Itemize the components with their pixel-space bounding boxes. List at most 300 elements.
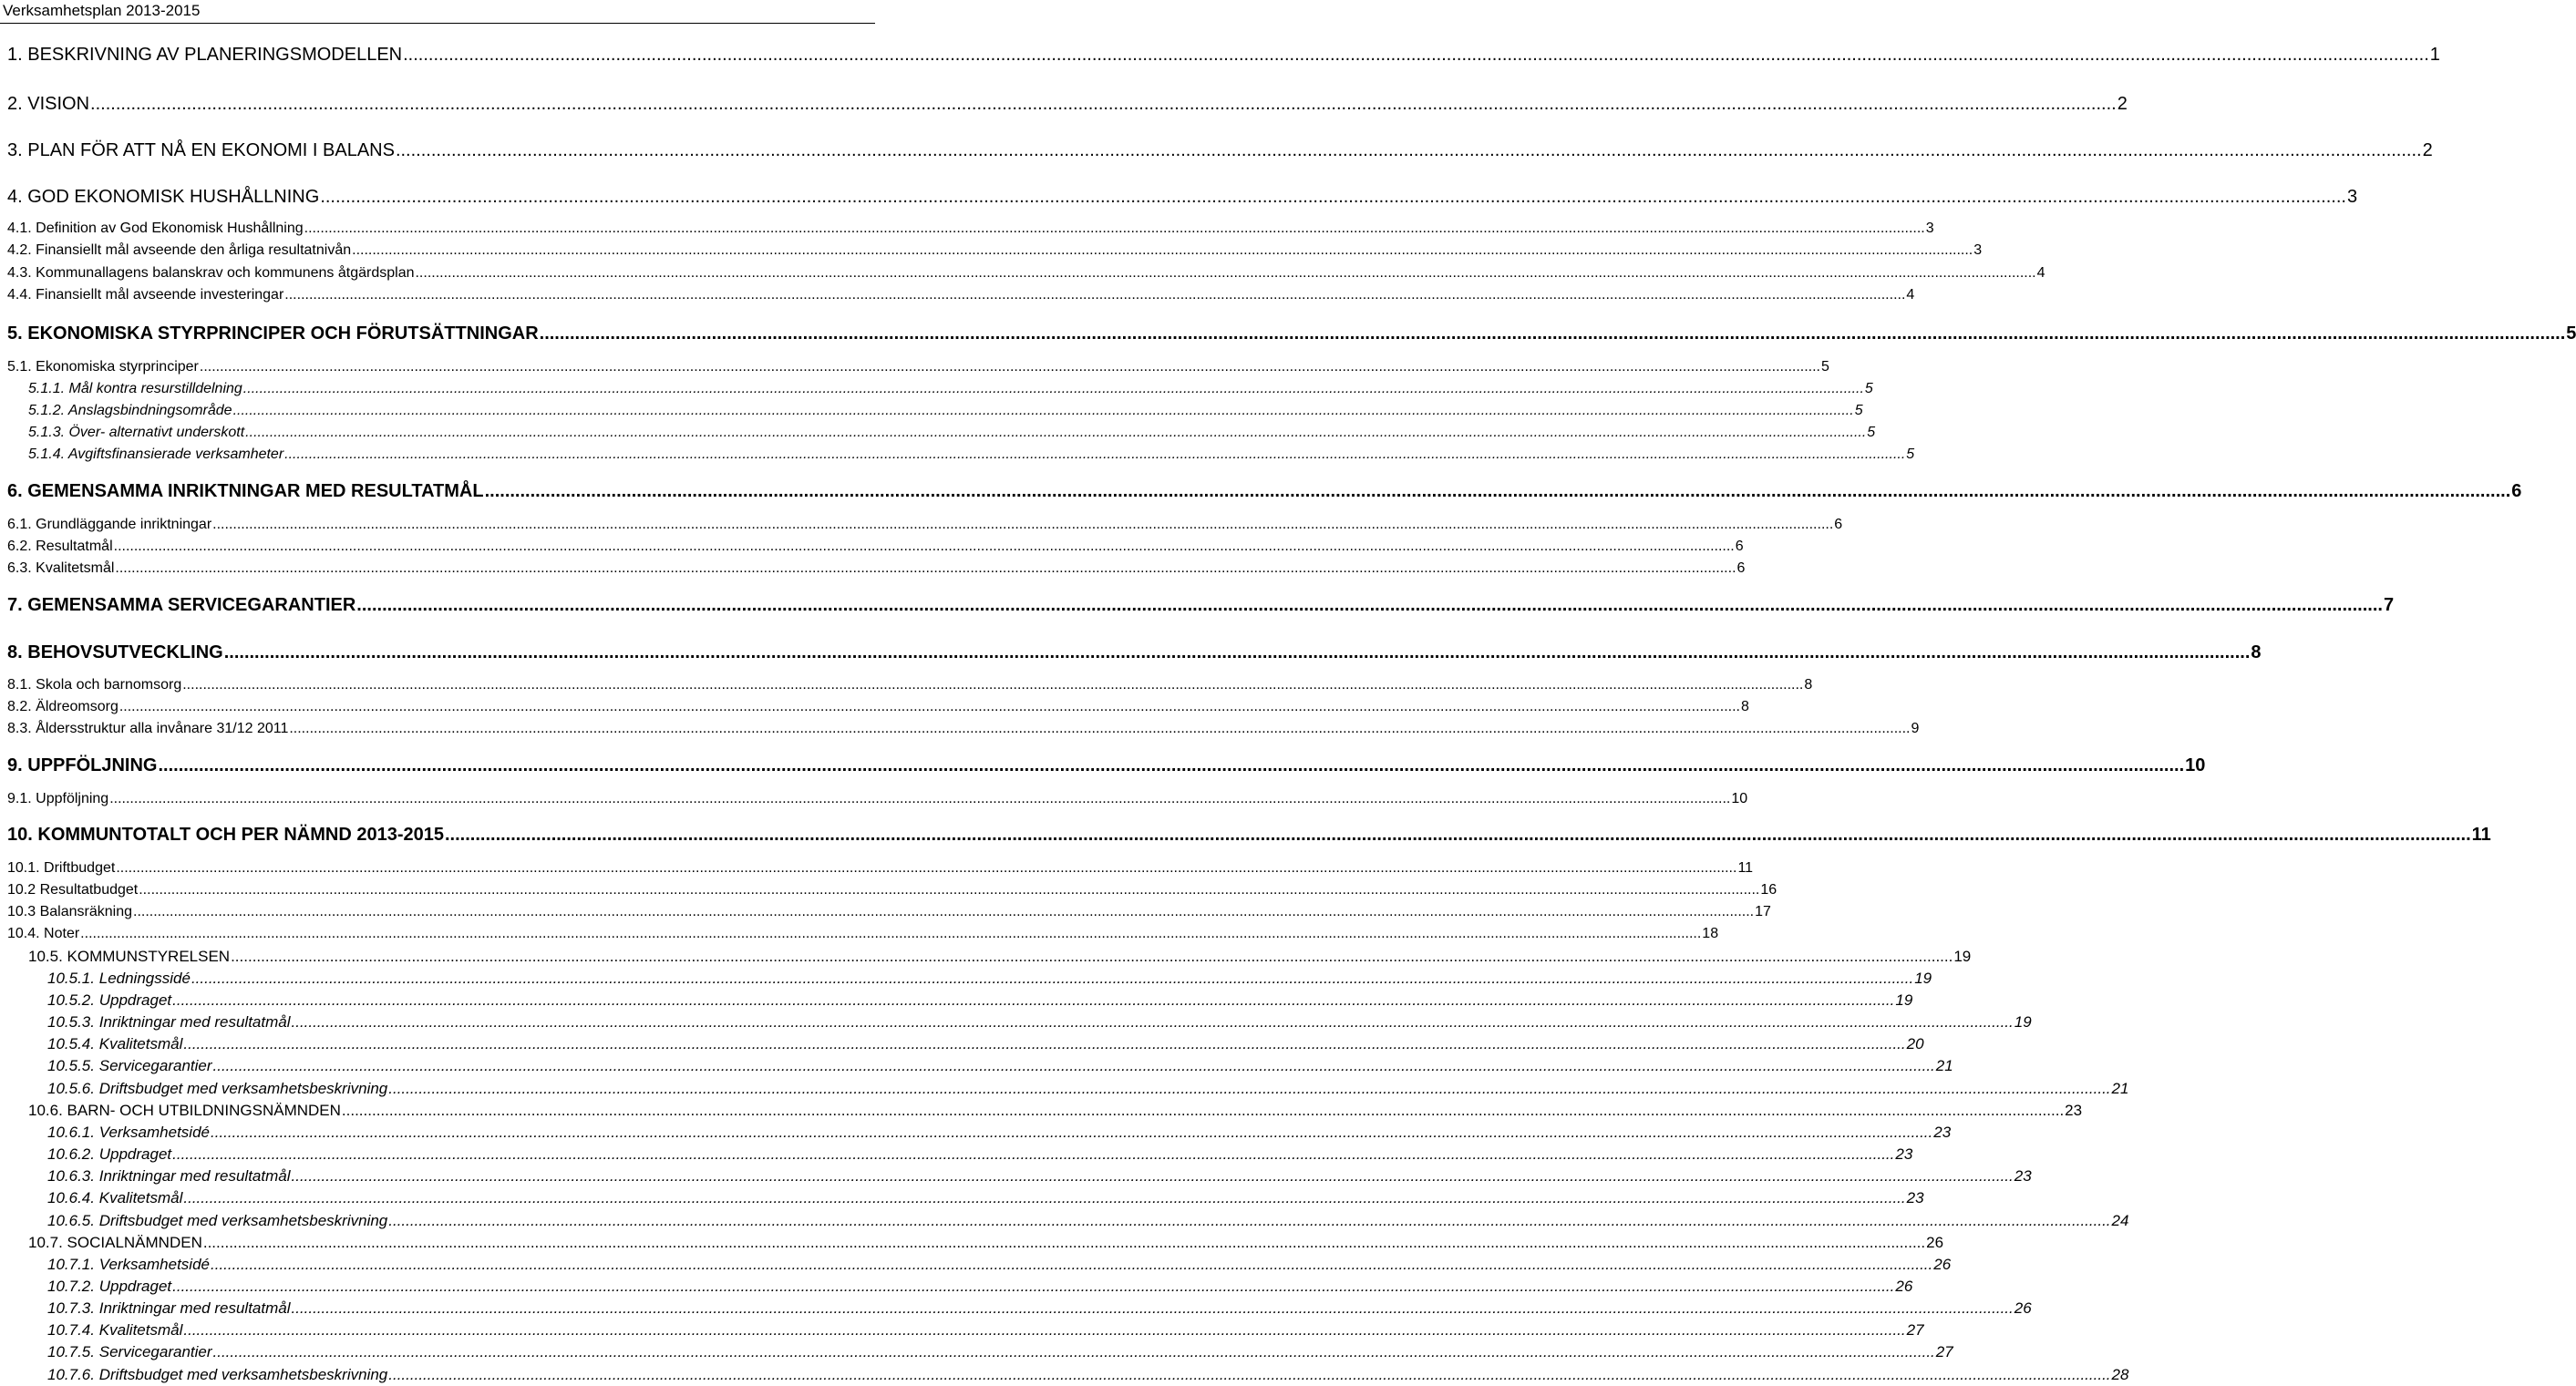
toc-entry-label <box>28 948 230 966</box>
toc-entry-label <box>7 825 444 846</box>
toc-entry-title: VISION <box>27 94 90 114</box>
toc-page-number: 27 <box>1935 1343 1953 1360</box>
toc-dot-leader: ................................................................................................................................................................................................................................................................................................................................................................................................................ <box>304 221 1925 236</box>
toc-dot-leader: ................................................................................................................................................................................................................................................................................................................................................................................................................ <box>133 904 1755 919</box>
toc-page-number: 23 <box>2014 1167 2032 1185</box>
toc-entry-title: Verksamhetsidé <box>98 1256 210 1273</box>
toc-entry[interactable] <box>7 721 1920 737</box>
toc-entry-number: 10.7.3. <box>47 1299 95 1317</box>
toc-entry-label <box>7 560 114 577</box>
toc-page-number: 9 <box>1911 721 1920 736</box>
toc-entry[interactable] <box>47 1366 2129 1384</box>
toc-entry-title: Uppdraget <box>98 991 172 1009</box>
toc-dot-leader: ................................................................................................................................................................................................................................................................................................................................................................................................................ <box>320 187 2346 207</box>
toc-page-number: 16 <box>1760 882 1777 898</box>
toc-entry-title: Definition av God Ekonomisk Hushållning <box>36 221 304 236</box>
toc-page-number: 11 <box>1737 860 1754 876</box>
toc-entry-number: 5.1. <box>7 359 32 375</box>
toc-entry-number: 6. <box>7 481 23 501</box>
toc-entry-title: Finansiellt mål avseende investeringar <box>36 287 284 303</box>
toc-entry[interactable] <box>7 45 2440 66</box>
toc-page-number: 19 <box>1914 970 1932 987</box>
toc-entry-title: Uppföljning <box>36 791 109 806</box>
toc-entry-number: 10.6.3. <box>47 1167 95 1185</box>
toc-entry-title: Servicegarantier <box>98 1343 212 1360</box>
toc-entry-number: 10. <box>7 825 33 845</box>
toc-page-number: 1 <box>2429 45 2440 65</box>
toc-entry-number: 4.1. <box>7 221 32 236</box>
toc-page-number: 3 <box>1925 221 1934 236</box>
toc-page-number: 6 <box>1735 539 1744 554</box>
toc-entry-number: 10.7.6. <box>47 1366 95 1383</box>
toc-dot-leader: ................................................................................................................................................................................................................................................................................................................................................................................................................ <box>212 517 1834 532</box>
toc-page-number: 27 <box>1906 1321 1924 1339</box>
toc-entry-title: Resultatbudget <box>39 882 139 898</box>
toc-entry-label <box>28 425 244 441</box>
toc-entry-number: 10.2 <box>7 882 36 898</box>
toc-dot-leader: ................................................................................................................................................................................................................................................................................................................................................................................................................ <box>90 94 2117 114</box>
toc-entry[interactable] <box>47 1035 1924 1053</box>
toc-entry-number: 10.1. <box>7 860 40 876</box>
toc-dot-leader: ................................................................................................................................................................................................................................................................................................................................................................................................................ <box>183 1035 1906 1052</box>
toc-entry[interactable] <box>47 991 1913 1010</box>
toc-entry-title: Grundläggande inriktningar <box>36 517 212 532</box>
toc-entry-label <box>47 1013 291 1032</box>
toc-entry-label <box>7 755 158 776</box>
toc-entry-label <box>7 721 288 737</box>
toc-entry-label <box>7 860 115 877</box>
toc-entry[interactable] <box>47 1299 2032 1318</box>
toc-entry-label <box>47 1256 210 1274</box>
toc-entry[interactable] <box>7 140 2433 161</box>
toc-entry-label <box>47 1299 291 1318</box>
toc-entry-number: 10.7.4. <box>47 1321 95 1339</box>
toc-entry-number: 10.6. <box>28 1102 63 1119</box>
toc-entry-title: Servicegarantier <box>98 1057 212 1074</box>
toc-page-number: 23 <box>1933 1124 1952 1141</box>
toc-entry[interactable] <box>47 1321 1924 1340</box>
toc-entry-label <box>28 381 242 397</box>
toc-entry-title: Skola och barnomsorg <box>36 677 182 693</box>
toc-page-number: 18 <box>1702 926 1719 941</box>
toc-entry-label <box>47 1124 210 1142</box>
toc-page-number: 5 <box>1867 425 1876 440</box>
toc-entry-number: 9.1. <box>7 791 32 806</box>
toc-dot-leader: ................................................................................................................................................................................................................................................................................................................................................................................................................ <box>223 642 2251 662</box>
toc-entry-number: 7. <box>7 595 23 615</box>
toc-page-number: 26 <box>1926 1234 1944 1251</box>
toc-dot-leader: ................................................................................................................................................................................................................................................................................................................................................................................................................ <box>388 1366 2111 1383</box>
toc-entry-label <box>47 1366 387 1384</box>
toc-entry-title: Äldreomsorg <box>36 699 118 714</box>
toc-entry-title: EKONOMISKA STYRPRINCIPER OCH FÖRUTSÄTTNINGAR <box>27 323 539 344</box>
toc-entry[interactable] <box>47 1080 2129 1098</box>
toc-entry-title: GEMENSAMMA INRIKTNINGAR MED RESULTATMÅL <box>27 481 484 501</box>
toc-entry-label <box>7 517 211 533</box>
toc-entry-label <box>7 187 319 208</box>
toc-entry-label <box>47 970 191 988</box>
toc-entry-label <box>7 265 414 282</box>
toc-entry[interactable] <box>7 882 1777 898</box>
toc-dot-leader: ................................................................................................................................................................................................................................................................................................................................................................................................................ <box>80 926 1702 941</box>
toc-entry-label <box>47 1145 171 1164</box>
toc-entry-title: Kvalitetsmål <box>98 1189 183 1206</box>
toc-entry-title: Driftsbudget med verksamhetsbeskrivning <box>98 1080 388 1097</box>
toc-entry[interactable] <box>47 1057 1953 1075</box>
toc-entry-label <box>47 1343 212 1361</box>
toc-dot-leader: ................................................................................................................................................................................................................................................................................................................................................................................................................ <box>191 970 1914 987</box>
toc-entry-label <box>28 447 283 463</box>
toc-page-number: 19 <box>1953 948 1972 965</box>
toc-entry-number: 5.1.1. <box>28 381 66 396</box>
toc-entry-title: Inriktningar med resultatmål <box>98 1299 291 1317</box>
toc-entry-number: 4.2. <box>7 242 32 258</box>
toc-page-number: 6 <box>1834 517 1843 532</box>
toc-entry-title: BARN- OCH UTBILDNINGSNÄMNDEN <box>67 1102 341 1119</box>
toc-dot-leader: ................................................................................................................................................................................................................................................................................................................................................................................................................ <box>172 1278 1895 1295</box>
toc-entry-number: 8.2. <box>7 699 32 714</box>
toc-dot-leader: ................................................................................................................................................................................................................................................................................................................................................................................................................ <box>539 323 2566 344</box>
toc-entry-title: KOMMUNSTYRELSEN <box>67 948 231 965</box>
toc-entry-label <box>7 595 355 616</box>
toc-entry-label <box>7 481 484 502</box>
toc-dot-leader: ................................................................................................................................................................................................................................................................................................................................................................................................................ <box>284 447 1906 462</box>
toc-page-number: 19 <box>2014 1013 2032 1031</box>
toc-entry-title: GOD EKONOMISK HUSHÅLLNING <box>27 187 320 207</box>
toc-entry-number: 4.3. <box>7 265 32 281</box>
toc-entry-title: Driftbudget <box>44 860 116 876</box>
toc-entry-label <box>47 1321 182 1340</box>
toc-dot-leader: ................................................................................................................................................................................................................................................................................................................................................................................................................ <box>352 242 1973 258</box>
toc-entry-title: Uppdraget <box>98 1278 172 1295</box>
toc-dot-leader: ................................................................................................................................................................................................................................................................................................................................................................................................................ <box>245 425 1867 440</box>
toc-entry-title: KOMMUNTOTALT OCH PER NÄMND 2013-2015 <box>37 825 444 845</box>
toc-entry-number: 10.5.2. <box>47 991 95 1009</box>
toc-page-number: 2 <box>2422 140 2433 160</box>
toc-entry[interactable] <box>47 1256 1952 1274</box>
toc-entry[interactable] <box>28 447 1915 463</box>
toc-entry-title: BEHOVSUTVECKLING <box>27 642 223 662</box>
toc-entry[interactable] <box>47 1278 1913 1296</box>
toc-page-number: 3 <box>1973 242 1983 258</box>
toc-entry-title: Kvalitetsmål <box>98 1035 183 1052</box>
toc-entry-label <box>7 140 395 161</box>
toc-entry-number: 8. <box>7 642 23 662</box>
toc-entry-label <box>7 677 181 693</box>
toc-entry-number: 8.3. <box>7 721 32 736</box>
toc-page-number: 23 <box>2065 1102 2083 1119</box>
toc-entry-title: Kvalitetsmål <box>98 1321 183 1339</box>
toc-page-number: 26 <box>1933 1256 1952 1273</box>
toc-entry-title: Avgiftsfinansierade verksamheter <box>67 447 284 462</box>
toc-entry-title: Noter <box>44 926 80 941</box>
toc-entry-number: 10.5.6. <box>47 1080 95 1097</box>
toc-entry-title: Inriktningar med resultatmål <box>98 1013 291 1031</box>
toc-entry-number: 6.2. <box>7 539 32 554</box>
toc-dot-leader: ................................................................................................................................................................................................................................................................................................................................................................................................................ <box>289 721 1911 736</box>
toc-dot-leader: ................................................................................................................................................................................................................................................................................................................................................................................................................ <box>341 1102 2065 1119</box>
toc-dot-leader: ................................................................................................................................................................................................................................................................................................................................................................................................................ <box>211 1256 1933 1273</box>
toc-page-number: 19 <box>1895 991 1913 1009</box>
toc-entry-title: SOCIALNÄMNDEN <box>67 1234 202 1251</box>
toc-entry[interactable] <box>7 825 2491 846</box>
toc-dot-leader: ................................................................................................................................................................................................................................................................................................................................................................................................................ <box>199 359 1820 375</box>
toc-entry-number: 10.6.2. <box>47 1145 95 1163</box>
toc-entry-label <box>28 1234 202 1252</box>
toc-entry[interactable] <box>47 1343 1953 1361</box>
toc-entry-number: 10.7. <box>28 1234 63 1251</box>
toc-dot-leader: ................................................................................................................................................................................................................................................................................................................................................................................................................ <box>231 948 1953 965</box>
toc-entry-title: PLAN FÖR ATT NÅ EN EKONOMI I BALANS <box>27 140 395 160</box>
toc-dot-leader: ................................................................................................................................................................................................................................................................................................................................................................................................................ <box>388 1212 2111 1229</box>
toc-entry-title: Verksamhetsidé <box>98 1124 210 1141</box>
toc-entry[interactable] <box>28 948 1972 966</box>
toc-page-number: 3 <box>2346 187 2358 207</box>
toc-entry-label <box>7 791 108 807</box>
toc-dot-leader: ................................................................................................................................................................................................................................................................................................................................................................................................................ <box>388 1080 2111 1097</box>
toc-page-number: 5 <box>1854 403 1863 418</box>
toc-dot-leader: ................................................................................................................................................................................................................................................................................................................................................................................................................ <box>242 381 1864 396</box>
toc-page-number: 26 <box>2014 1299 2032 1317</box>
toc-dot-leader: ................................................................................................................................................................................................................................................................................................................................................................................................................ <box>118 699 1740 714</box>
toc-entry-label <box>47 991 171 1010</box>
toc-page-number: 5 <box>2566 323 2576 344</box>
toc-dot-leader: ................................................................................................................................................................................................................................................................................................................................................................................................................ <box>158 755 2185 775</box>
toc-entry-number: 10.3 <box>7 904 36 919</box>
toc-page-number: 28 <box>2111 1366 2129 1383</box>
toc-entry-title: Ekonomiska styrprinciper <box>36 359 199 375</box>
toc-entry-number: 10.4. <box>7 926 40 941</box>
toc-entry-number: 10.6.4. <box>47 1189 95 1206</box>
toc-entry-label <box>7 539 113 555</box>
toc-entry-title: Kvalitetsmål <box>36 560 115 576</box>
toc-entry-number: 8.1. <box>7 677 32 693</box>
toc-entry-number: 5. <box>7 323 23 344</box>
toc-dot-leader: ................................................................................................................................................................................................................................................................................................................................................................................................................ <box>109 791 1731 806</box>
toc-entry-number: 6.1. <box>7 517 32 532</box>
toc-entry-title: Över- alternativt underskott <box>68 425 245 440</box>
toc-page-number: 2 <box>2117 94 2128 114</box>
toc-entry[interactable] <box>28 381 1873 397</box>
toc-entry-label <box>47 1057 212 1075</box>
toc-page-number: 23 <box>1906 1189 1924 1206</box>
toc-dot-leader: ................................................................................................................................................................................................................................................................................................................................................................................................................ <box>116 860 1737 876</box>
toc-entry-number: 4. <box>7 187 23 207</box>
toc-entry[interactable] <box>7 242 1983 259</box>
toc-entry-number: 3. <box>7 140 23 160</box>
toc-page-number: 5 <box>1906 447 1915 462</box>
toc-entry-number: 10.5.1. <box>47 970 95 987</box>
toc-entry-label <box>7 882 138 898</box>
header-divider <box>0 23 875 24</box>
toc-entry-number: 2. <box>7 94 23 114</box>
toc-dot-leader: ................................................................................................................................................................................................................................................................................................................................................................................................................ <box>445 825 2471 845</box>
toc-page-number: 26 <box>1895 1278 1913 1295</box>
toc-entry[interactable] <box>28 425 1876 441</box>
toc-entry-number: 1. <box>7 45 23 65</box>
toc-page-number: 11 <box>2471 825 2491 845</box>
toc-entry-label <box>7 287 283 303</box>
toc-entry-number: 10.5.4. <box>47 1035 95 1052</box>
toc-dot-leader: ................................................................................................................................................................................................................................................................................................................................................................................................................ <box>202 1234 1926 1251</box>
toc-entry[interactable] <box>7 481 2522 502</box>
toc-page-number: 6 <box>1736 560 1746 576</box>
toc-entry-label <box>47 1167 291 1186</box>
toc-entry-title: Anslagsbindningsområde <box>67 403 232 418</box>
toc-entry-number: 9. <box>7 755 23 775</box>
toc-entry-number: 10.5.5. <box>47 1057 95 1074</box>
toc-entry-number: 10.7.1. <box>47 1256 95 1273</box>
toc-dot-leader: ................................................................................................................................................................................................................................................................................................................................................................................................................ <box>403 45 2429 65</box>
toc-entry[interactable] <box>7 94 2128 115</box>
toc-entry-label <box>7 94 89 115</box>
toc-entry[interactable] <box>7 221 1934 237</box>
toc-entry[interactable] <box>47 1167 2032 1186</box>
toc-page-number: 23 <box>1895 1145 1913 1163</box>
toc-page-number: 21 <box>1935 1057 1953 1074</box>
toc-page-number: 10 <box>1731 791 1748 806</box>
toc-entry-title: Driftsbudget med verksamhetsbeskrivning <box>98 1212 388 1229</box>
toc-entry[interactable] <box>7 187 2358 208</box>
toc-page-number: 21 <box>2111 1080 2129 1097</box>
toc-entry-label <box>47 1080 387 1098</box>
toc-page-number: 5 <box>1864 381 1873 396</box>
toc-entry-label <box>7 699 118 715</box>
toc-entry[interactable] <box>7 699 1749 715</box>
toc-entry-number: 5.1.2. <box>28 403 66 418</box>
toc-entry-title: Kommunallagens balanskrav och kommunens åtgärdsplan <box>36 265 415 281</box>
toc-entry-title: Resultatmål <box>36 539 113 554</box>
toc-entry[interactable] <box>28 1234 1944 1252</box>
toc-page-number: 10 <box>2185 755 2206 775</box>
toc-dot-leader: ................................................................................................................................................................................................................................................................................................................................................................................................................ <box>172 991 1895 1009</box>
toc-entry-number: 10.5.3. <box>47 1013 95 1031</box>
toc-dot-leader: ................................................................................................................................................................................................................................................................................................................................................................................................................ <box>291 1299 2014 1317</box>
toc-page-number: 8 <box>2251 642 2262 662</box>
toc-entry[interactable] <box>47 1013 2032 1032</box>
toc-entry[interactable] <box>7 642 2262 663</box>
toc-entry-number: 10.5. <box>28 948 63 965</box>
toc-page-number: 8 <box>1740 699 1749 714</box>
toc-entry[interactable] <box>7 359 1829 375</box>
toc-entry-title: Åldersstruktur alla invånare 31/12 2011 <box>36 721 289 736</box>
toc-page-number: 4 <box>2036 265 2045 281</box>
toc-entry[interactable] <box>7 539 1744 555</box>
toc-entry[interactable] <box>7 791 1748 807</box>
toc-entry-number: 10.6.5. <box>47 1212 95 1229</box>
toc-entry-number: 10.6.1. <box>47 1124 95 1141</box>
toc-entry-number: 6.3. <box>7 560 32 576</box>
toc-entry-title: GEMENSAMMA SERVICEGARANTIER <box>27 595 356 615</box>
toc-entry[interactable] <box>7 755 2206 776</box>
toc-dot-leader: ................................................................................................................................................................................................................................................................................................................................................................................................................ <box>212 1343 1935 1360</box>
toc-dot-leader: ................................................................................................................................................................................................................................................................................................................................................................................................................ <box>115 560 1736 576</box>
toc-entry-label <box>28 1102 341 1120</box>
toc-dot-leader: ................................................................................................................................................................................................................................................................................................................................................................................................................ <box>172 1145 1895 1163</box>
toc-entry-label <box>47 1278 171 1296</box>
toc-dot-leader: ................................................................................................................................................................................................................................................................................................................................................................................................................ <box>484 481 2511 501</box>
toc-entry[interactable] <box>47 1124 1952 1142</box>
toc-entry-label <box>7 323 539 344</box>
toc-entry[interactable] <box>47 1212 2129 1230</box>
toc-entry-label <box>7 904 132 920</box>
toc-entry-label <box>7 926 79 942</box>
toc-entry-title: UPPFÖLJNING <box>27 755 158 775</box>
toc-entry[interactable] <box>47 970 1932 988</box>
toc-entry-label <box>7 359 199 375</box>
toc-dot-leader: ................................................................................................................................................................................................................................................................................................................................................................................................................ <box>211 1124 1933 1141</box>
toc-entry[interactable] <box>7 595 2395 616</box>
toc-entry-label <box>7 242 351 259</box>
toc-entry[interactable] <box>7 265 2045 282</box>
toc-entry-label <box>7 642 223 663</box>
toc-entry[interactable] <box>7 560 1746 577</box>
toc-page-number: 20 <box>1906 1035 1924 1052</box>
toc-dot-leader: ................................................................................................................................................................................................................................................................................................................................................................................................................ <box>212 1057 1935 1074</box>
toc-dot-leader: ................................................................................................................................................................................................................................................................................................................................................................................................................ <box>415 265 2036 281</box>
toc-entry-number: 4.4. <box>7 287 32 303</box>
toc-dot-leader: ................................................................................................................................................................................................................................................................................................................................................................................................................ <box>183 1321 1906 1339</box>
toc-entry-title: Uppdraget <box>98 1145 172 1163</box>
toc-entry[interactable] <box>28 1102 2083 1120</box>
toc-entry[interactable] <box>7 287 1915 303</box>
toc-page-number: 4 <box>1906 287 1915 303</box>
toc-entry[interactable] <box>47 1189 1924 1207</box>
toc-dot-leader: ................................................................................................................................................................................................................................................................................................................................................................................................................ <box>284 287 1906 303</box>
toc-entry-label <box>28 403 232 419</box>
toc-entry-title: Mål kontra resurstilldelning <box>68 381 242 396</box>
toc-entry[interactable] <box>7 926 1719 942</box>
toc-dot-leader: ................................................................................................................................................................................................................................................................................................................................................................................................................ <box>113 539 1735 554</box>
toc-entry-title: Ledningssidé <box>98 970 191 987</box>
toc-entry-title: BESKRIVNING AV PLANERINGSMODELLEN <box>27 45 403 65</box>
toc-entry[interactable] <box>47 1145 1913 1164</box>
toc-dot-leader: ................................................................................................................................................................................................................................................................................................................................................................................................................ <box>395 140 2422 160</box>
toc-page-number: 6 <box>2511 481 2522 501</box>
toc-entry[interactable] <box>28 403 1863 419</box>
toc-entry-label <box>7 221 304 237</box>
toc-entry[interactable] <box>7 323 2576 344</box>
toc-entry[interactable] <box>7 677 1813 693</box>
toc-entry-label <box>47 1035 182 1053</box>
toc-dot-leader: ................................................................................................................................................................................................................................................................................................................................................................................................................ <box>139 882 1760 898</box>
toc-entry-number: 5.1.3. <box>28 425 66 440</box>
toc-entry-label <box>7 45 402 66</box>
toc-entry-title: Balansräkning <box>39 904 132 919</box>
toc-entry-title: Finansiellt mål avseende den årliga resultatnivån <box>36 242 352 258</box>
toc-dot-leader: ................................................................................................................................................................................................................................................................................................................................................................................................................ <box>232 403 1854 418</box>
toc-entry-label <box>47 1189 182 1207</box>
toc-dot-leader: ................................................................................................................................................................................................................................................................................................................................................................................................................ <box>291 1167 2014 1185</box>
toc-entry-number: 10.7.2. <box>47 1278 95 1295</box>
toc-dot-leader: ................................................................................................................................................................................................................................................................................................................................................................................................................ <box>182 677 1804 693</box>
page-header-title: Verksamhetsplan 2013-2015 <box>3 2 201 19</box>
toc-dot-leader: ................................................................................................................................................................................................................................................................................................................................................................................................................ <box>291 1013 2014 1031</box>
toc-page-number: 5 <box>1821 359 1829 375</box>
toc-entry-title: Driftsbudget med verksamhetsbeskrivning <box>98 1366 388 1383</box>
toc-page-number: 17 <box>1755 904 1771 919</box>
toc-page-number: 7 <box>2383 595 2395 615</box>
toc-dot-leader: ................................................................................................................................................................................................................................................................................................................................................................................................................ <box>356 595 2383 615</box>
toc-page-number: 24 <box>2111 1212 2129 1229</box>
toc-entry-number: 5.1.4. <box>28 447 66 462</box>
toc-entry[interactable] <box>7 860 1754 877</box>
toc-entry[interactable] <box>7 517 1843 533</box>
toc-dot-leader: ................................................................................................................................................................................................................................................................................................................................................................................................................ <box>183 1189 1906 1206</box>
toc-entry[interactable] <box>7 904 1771 920</box>
toc-entry-title: Inriktningar med resultatmål <box>98 1167 291 1185</box>
toc-page-number: 8 <box>1804 677 1813 693</box>
